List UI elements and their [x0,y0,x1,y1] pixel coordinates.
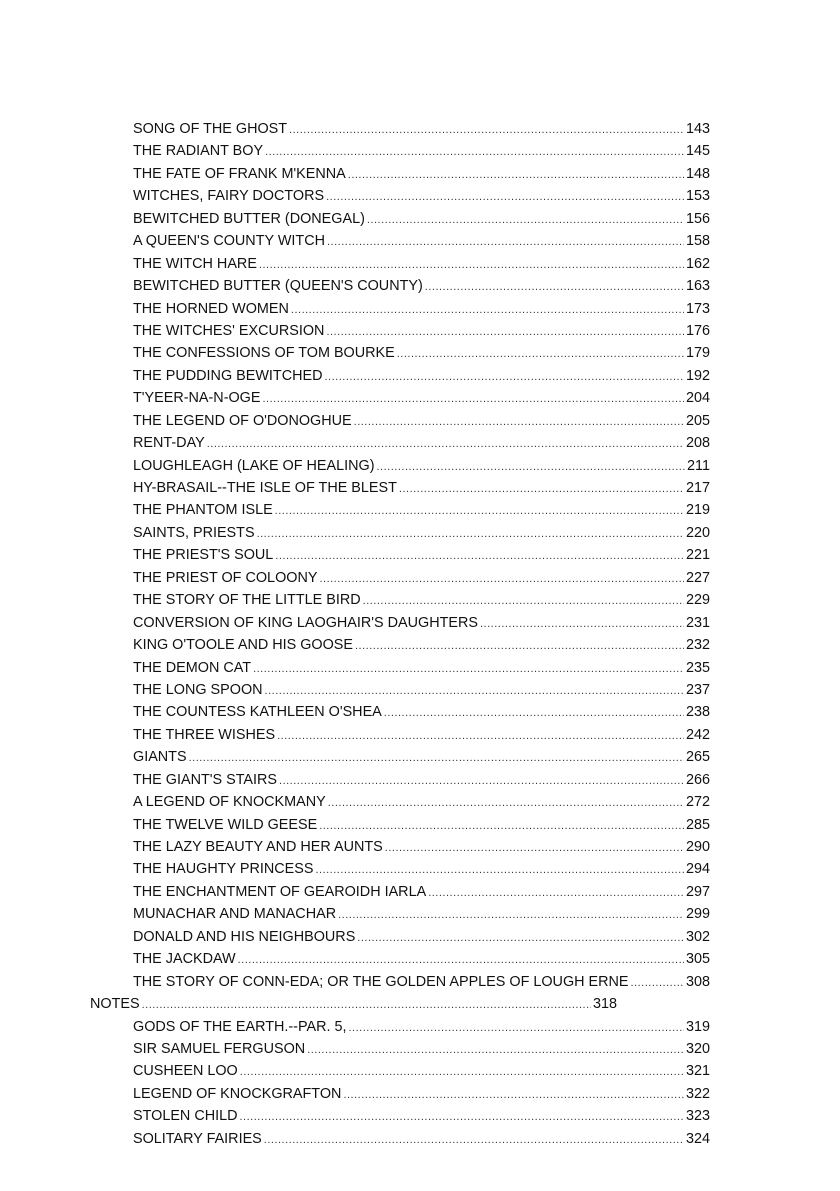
toc-entry-page-number: 237 [685,681,710,698]
toc-entry-page-number: 204 [685,390,710,407]
toc-entry-title: THE STORY OF CONN-EDA; OR THE GOLDEN APPLES OF LOUGH ERNE [133,973,629,990]
dot-leader [425,276,684,298]
toc-entry-page-number: 192 [685,367,710,384]
dot-leader [355,635,684,657]
toc-entry[interactable] [133,522,710,544]
toc-entry[interactable] [133,1016,710,1038]
toc-entry-title: THE JACKDAW [133,951,236,968]
toc-entry-page-number: 227 [685,569,710,586]
dot-leader [279,770,684,792]
toc-entry-page-number: 323 [685,1108,710,1125]
toc-entry-page-number: 232 [685,637,710,654]
toc-entry-title: THE PUDDING BEWITCHED [133,367,323,384]
toc-entry[interactable] [133,701,710,723]
toc-entry-title: A QUEEN'S COUNTY WITCH [133,233,325,250]
toc-entry-page-number: 321 [685,1063,710,1080]
toc-entry[interactable] [133,612,710,634]
toc-entry-title: T'YEER-NA-N-OGE [133,390,261,407]
dot-leader [265,141,684,163]
toc-entry-page-number: 217 [685,480,710,496]
toc-entry[interactable] [133,163,710,185]
dot-leader [275,545,684,567]
dot-leader [315,859,684,881]
toc-entry[interactable] [133,836,710,858]
toc-entry[interactable] [133,858,710,880]
toc-entry[interactable] [133,320,710,342]
toc-entry-page-number: 179 [685,345,710,362]
toc-entry-page-number: 302 [685,928,710,945]
dot-leader [348,164,684,186]
toc-entry-title: SIR SAMUEL FERGUSON [133,1040,306,1057]
dot-leader [354,411,684,433]
toc-entry-page-number: 265 [685,749,710,766]
toc-entry-title: CONVERSION OF KING LAOGHAIR'S DAUGHTERS [133,614,478,631]
toc-entry-title: A LEGEND OF KNOCKMANY [133,794,326,811]
toc-entry[interactable] [133,1060,710,1082]
dot-leader [326,321,684,343]
toc-entry-page-number: 163 [685,278,710,295]
toc-entry-title: THE FATE OF FRANK M'KENNA [133,165,346,182]
toc-entry[interactable] [133,881,710,903]
toc-entry[interactable] [133,1105,710,1127]
dot-leader [384,702,684,724]
dot-leader [264,1129,684,1151]
toc-entry-page-number: 297 [685,883,710,900]
toc-entry-title: THE LEGEND OF O'DONOGHUE [133,412,352,429]
dot-leader [238,949,684,971]
toc-entry-page-number: 162 [685,255,710,272]
toc-entry-title: THE PRIEST'S SOUL [133,547,274,564]
toc-entry[interactable] [133,971,710,993]
toc-entry-page-number: 266 [685,771,710,788]
toc-entry[interactable] [133,387,710,409]
dot-leader [343,1084,684,1106]
toc-entry-page-number: 145 [685,143,710,160]
dot-leader [357,927,684,949]
toc-entry-page-number: 208 [685,435,710,452]
toc-entry[interactable] [133,769,710,791]
toc-entry[interactable] [133,499,710,521]
toc-entry-title: GODS OF THE EARTH.--PAR. 5, [133,1018,347,1035]
toc-entry[interactable] [133,230,710,252]
toc-entry-page-number: 229 [685,592,710,609]
toc-entry[interactable] [133,544,710,566]
toc-entry-title: WITCHES, FAIRY DOCTORS [133,188,325,205]
toc-entry[interactable] [133,903,710,925]
toc-entry[interactable] [133,926,710,948]
dot-leader [289,119,684,141]
toc-entry-title: THE CONFESSIONS OF TOM BOURKE [133,345,395,362]
toc-entry-title: THE HORNED WOMEN [133,300,289,317]
dot-leader [324,366,684,388]
toc-entry-page-number: 156 [685,210,710,227]
toc-entry-title: BEWITCHED BUTTER (QUEEN'S COUNTY) [133,278,423,295]
toc-entry-page-number: 308 [685,973,710,990]
toc-entry[interactable] [133,746,710,768]
dot-leader [189,747,684,769]
dot-leader [363,590,684,612]
toc-entry[interactable] [133,567,710,589]
dot-leader [240,1106,684,1128]
toc-entry[interactable] [133,365,710,387]
toc-entry-title: CUSHEEN LOO [133,1063,238,1080]
dot-leader [428,882,684,904]
toc-entry-title: NOTES [90,996,140,1013]
toc-entry-page-number: 318 [592,996,617,1013]
dot-leader [328,792,684,814]
toc-entry[interactable] [133,253,710,275]
dot-leader [307,1039,684,1061]
toc-entry-page-number: 238 [685,704,710,721]
dot-leader [207,433,684,455]
toc-entry-page-number: 294 [685,861,710,878]
toc-entry-title: HY-BRASAIL--THE ISLE OF THE BLEST [133,480,397,496]
dot-leader [367,209,684,231]
toc-entry-title: MUNACHAR AND MANACHAR [133,906,337,923]
dot-leader [257,523,684,545]
dot-leader [262,388,684,410]
toc-entry-page-number: 235 [685,659,710,676]
toc-entry-title: DONALD AND HIS NEIGHBOURS [133,928,356,945]
toc-entry[interactable] [133,814,710,836]
toc-entry-page-number: 290 [685,839,710,855]
toc-entry-title: THE COUNTESS KATHLEEN O'SHEA [133,704,382,721]
toc-entry-page-number: 220 [685,524,710,541]
toc-entry[interactable] [133,589,710,611]
toc-entry[interactable] [133,679,710,701]
dot-leader [480,613,684,635]
dot-leader [259,254,684,276]
toc-entry-page-number: 221 [685,547,710,564]
toc-entry[interactable] [133,791,710,813]
toc-entry-title: RENT-DAY [133,435,205,452]
toc-entry-title: THE THREE WISHES [133,726,276,743]
toc-entry[interactable] [133,634,710,656]
toc-entry-title: THE STORY OF THE LITTLE BIRD [133,592,361,609]
toc-entry-title: KING O'TOOLE AND HIS GOOSE [133,637,353,654]
toc-entry[interactable] [133,1038,710,1060]
toc-entry-page-number: 153 [685,188,710,205]
toc-entry[interactable] [133,410,710,432]
toc-entry[interactable] [133,118,710,140]
toc-entry[interactable] [133,208,710,230]
dot-leader [253,658,684,680]
toc-entry[interactable] [133,342,710,364]
toc-entry-page-number: 148 [685,165,710,182]
toc-entry-title: SAINTS, PRIESTS [133,524,255,541]
dot-leader [326,186,684,208]
toc-entry-title: SONG OF THE GHOST [133,121,288,137]
toc-entry[interactable] [90,993,617,1015]
toc-entry-title: THE LAZY BEAUTY AND HER AUNTS [133,839,383,855]
dot-leader [631,972,684,994]
dot-leader [277,725,684,747]
toc-entry[interactable] [133,1083,710,1105]
toc-entry[interactable] [133,1128,710,1150]
dot-leader [240,1061,684,1083]
toc-entry-page-number: 176 [685,322,710,339]
toc-entry-title: THE GIANT'S STAIRS [133,771,278,788]
toc-entry-title: THE DEMON CAT [133,659,252,676]
toc-entry-title: BEWITCHED BUTTER (DONEGAL) [133,210,365,227]
table-of-contents [0,118,840,1150]
toc-entry-page-number: 231 [685,614,710,631]
toc-entry-title: THE WITCHES' EXCURSION [133,322,325,339]
toc-entry-page-number: 285 [685,816,710,833]
dot-leader [275,500,684,522]
toc-entry-page-number: 158 [685,233,710,250]
dot-leader [265,680,684,702]
toc-entry[interactable] [133,298,710,320]
toc-entry[interactable] [133,455,710,477]
toc-entry-title: GIANTS [133,749,187,766]
dot-leader [399,478,684,500]
dot-leader [291,299,684,321]
dot-leader [349,1017,684,1039]
toc-entry-page-number: 320 [685,1040,710,1057]
toc-entry-page-number: 205 [685,412,710,429]
toc-entry-page-number: 324 [685,1130,710,1147]
toc-entry-page-number: 319 [685,1018,710,1035]
toc-entry[interactable] [133,275,710,297]
toc-entry-page-number: 242 [685,726,710,743]
dot-leader [338,904,684,926]
toc-entry-page-number: 299 [685,906,710,923]
toc-entry-page-number: 219 [685,502,710,519]
toc-entry[interactable] [133,948,710,970]
toc-entry-title: THE RADIANT BOY [133,143,264,160]
dot-leader [385,837,684,859]
toc-entry[interactable] [133,185,710,207]
toc-entry[interactable] [133,724,710,746]
dot-leader [327,231,684,253]
toc-entry-title: SOLITARY FAIRIES [133,1130,262,1147]
toc-entry[interactable] [133,657,710,679]
toc-entry-page-number: 211 [687,457,710,474]
toc-entry[interactable] [133,477,710,499]
toc-entry-title: THE ENCHANTMENT OF GEAROIDH IARLA [133,883,427,900]
toc-entry-page-number: 322 [685,1085,710,1102]
dot-leader [377,456,686,478]
toc-entry-title: THE PHANTOM ISLE [133,502,273,519]
dot-leader [397,343,684,365]
toc-entry-title: THE LONG SPOON [133,681,263,698]
dot-leader [142,994,591,1016]
toc-entry-title: THE PRIEST OF COLOONY [133,569,318,586]
toc-entry-title: LOUGHLEAGH (LAKE OF HEALING) [133,457,375,474]
toc-entry-title: LEGEND OF KNOCKGRAFTON [133,1085,342,1102]
toc-entry-title: THE HAUGHTY PRINCESS [133,861,314,878]
toc-entry-page-number: 305 [685,951,710,968]
toc-entry[interactable] [133,432,710,454]
toc-entry-page-number: 173 [685,300,710,317]
toc-entry-title: THE TWELVE WILD GEESE [133,816,318,833]
toc-entry-page-number: 272 [685,794,710,811]
dot-leader [319,568,684,590]
dot-leader [319,815,684,837]
toc-entry-title: THE WITCH HARE [133,255,257,272]
toc-entry-title: STOLEN CHILD [133,1108,238,1125]
toc-entry-page-number: 143 [685,121,710,137]
toc-entry[interactable] [133,140,710,162]
